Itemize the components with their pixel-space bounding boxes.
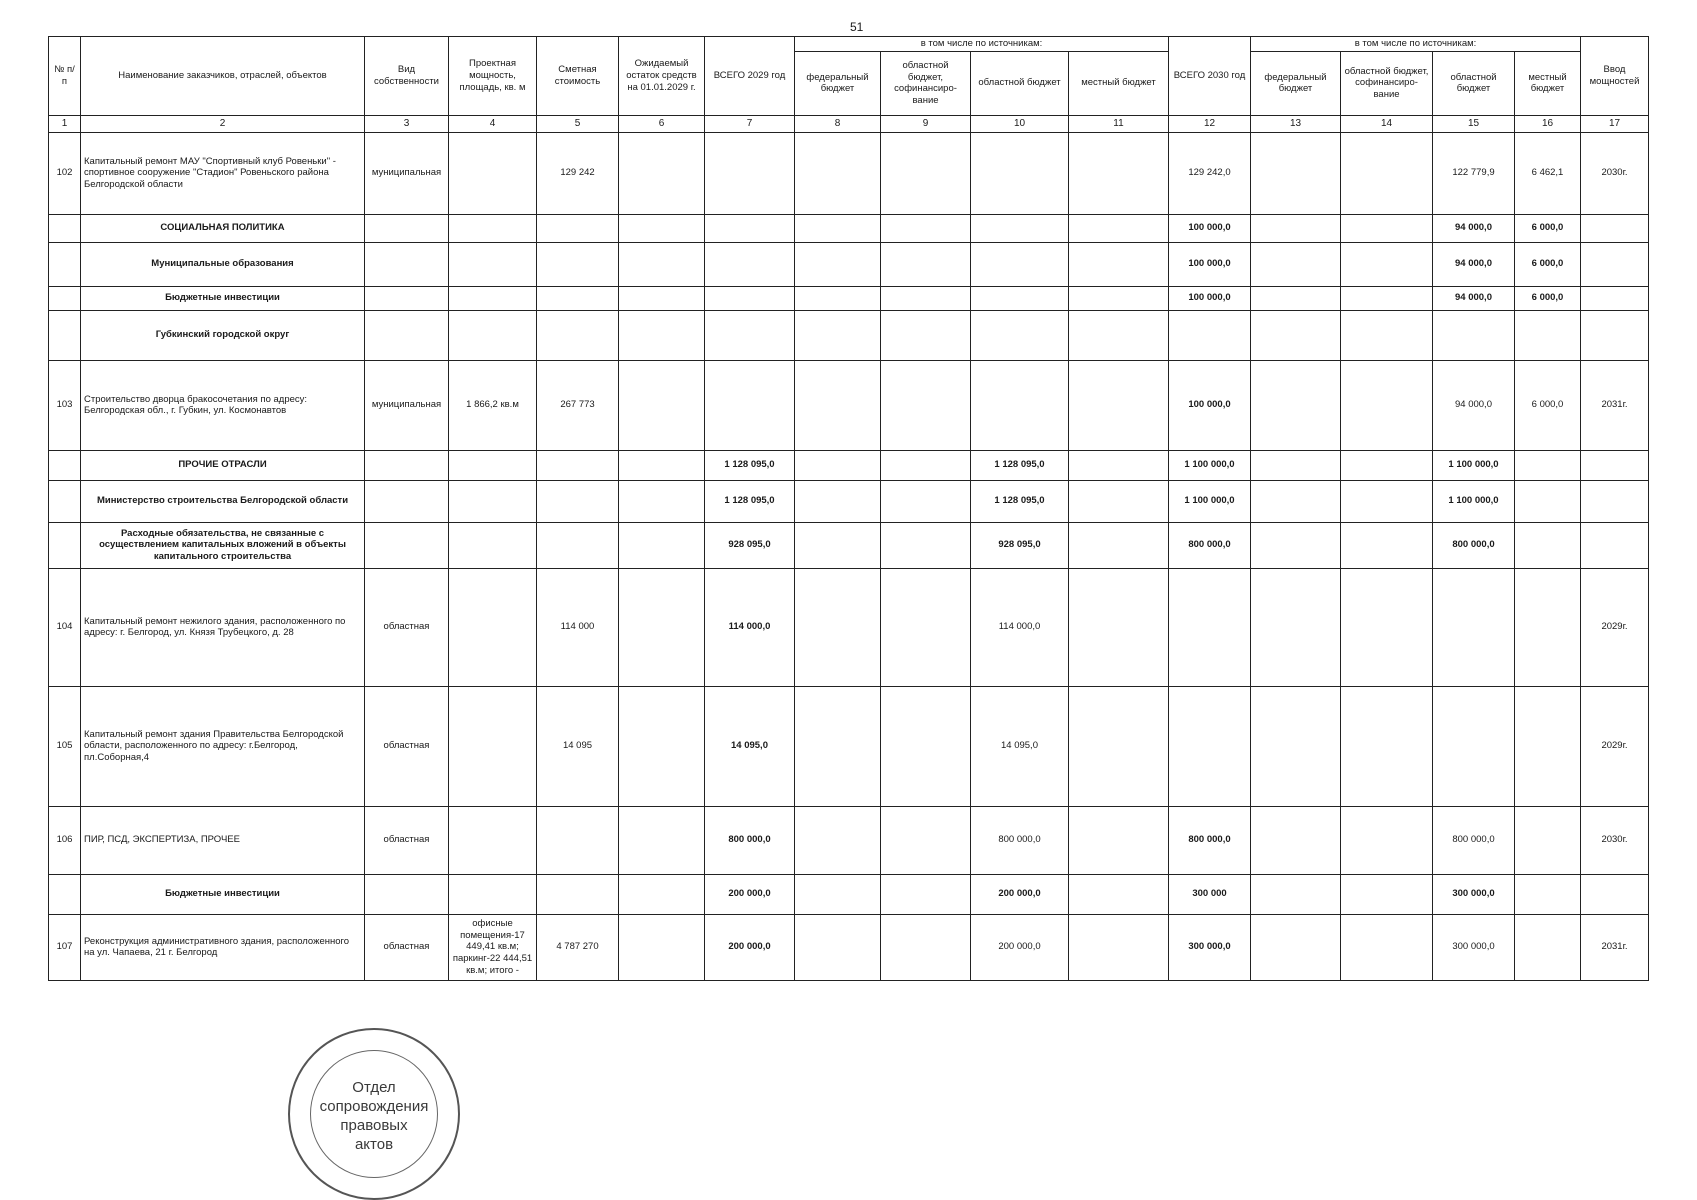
row-regional-2030: 1 100 000,0 [1433, 480, 1515, 522]
row-number [49, 450, 81, 480]
row-commissioning: 2030г. [1581, 132, 1649, 214]
column-number: 9 [881, 115, 971, 132]
seal-text [288, 1078, 460, 1154]
row-remainder [619, 450, 705, 480]
row-number [49, 286, 81, 310]
header-remainder: Ожидаемый остаток средств на 01.01.2029 г. [619, 37, 705, 116]
row-name: ПРОЧИЕ ОТРАСЛИ [81, 450, 365, 480]
table-row [49, 686, 1649, 806]
row-local-2029 [1069, 360, 1169, 450]
row-total-2030 [1169, 310, 1251, 360]
row-federal-2030 [1251, 522, 1341, 568]
row-local-2029 [1069, 568, 1169, 686]
row-local-2029 [1069, 214, 1169, 242]
row-total-2029 [705, 360, 795, 450]
row-total-2030: 100 000,0 [1169, 286, 1251, 310]
row-regional-cofin-2029 [881, 480, 971, 522]
row-regional-cofin-2029 [881, 310, 971, 360]
row-commissioning [1581, 874, 1649, 914]
row-ownership [365, 286, 449, 310]
header-name: Наименование заказчиков, отраслей, объектов [81, 37, 365, 116]
column-number: 3 [365, 115, 449, 132]
row-regional-cofin-2029 [881, 874, 971, 914]
row-estimate [537, 286, 619, 310]
row-number: 104 [49, 568, 81, 686]
row-estimate [537, 310, 619, 360]
row-regional-cofin-2030 [1341, 310, 1433, 360]
table-row [49, 914, 1649, 980]
row-regional-2029: 14 095,0 [971, 686, 1069, 806]
row-estimate [537, 522, 619, 568]
row-local-2029 [1069, 450, 1169, 480]
row-name: Муниципальные образования [81, 242, 365, 286]
row-number: 105 [49, 686, 81, 806]
investment-table [48, 36, 1649, 981]
row-total-2029: 200 000,0 [705, 874, 795, 914]
row-capacity [449, 480, 537, 522]
row-total-2029 [705, 214, 795, 242]
row-local-2030 [1515, 874, 1581, 914]
row-ownership: муниципальная [365, 360, 449, 450]
row-local-2030 [1515, 480, 1581, 522]
row-regional-2029: 928 095,0 [971, 522, 1069, 568]
row-regional-cofin-2030 [1341, 242, 1433, 286]
row-regional-2030 [1433, 686, 1515, 806]
row-regional-2029 [971, 360, 1069, 450]
row-local-2030: 6 000,0 [1515, 242, 1581, 286]
row-regional-2029: 1 128 095,0 [971, 450, 1069, 480]
row-commissioning: 2029г. [1581, 686, 1649, 806]
row-federal-2029 [795, 310, 881, 360]
column-number: 15 [1433, 115, 1515, 132]
row-federal-2029 [795, 806, 881, 874]
row-capacity [449, 242, 537, 286]
row-local-2030 [1515, 568, 1581, 686]
row-local-2029 [1069, 806, 1169, 874]
row-regional-cofin-2029 [881, 522, 971, 568]
row-ownership [365, 242, 449, 286]
row-total-2030: 129 242,0 [1169, 132, 1251, 214]
row-regional-cofin-2029 [881, 242, 971, 286]
row-local-2029 [1069, 242, 1169, 286]
section-row [49, 286, 1649, 310]
section-row [49, 874, 1649, 914]
row-name: Министерство строительства Белгородской области [81, 480, 365, 522]
row-federal-2030 [1251, 132, 1341, 214]
column-number: 5 [537, 115, 619, 132]
column-number: 12 [1169, 115, 1251, 132]
table-row [49, 360, 1649, 450]
table-row [49, 132, 1649, 214]
row-remainder [619, 480, 705, 522]
header-commissioning: Ввод мощностей [1581, 37, 1649, 116]
row-capacity: офисные помещения-17 449,41 кв.м; паркинг-22 444,51 кв.м; итого - [449, 914, 537, 980]
column-number: 8 [795, 115, 881, 132]
row-federal-2029 [795, 132, 881, 214]
row-remainder [619, 360, 705, 450]
row-regional-cofin-2030 [1341, 806, 1433, 874]
page-number: 51 [850, 20, 864, 34]
row-remainder [619, 568, 705, 686]
row-total-2030: 300 000,0 [1169, 914, 1251, 980]
row-regional-2029 [971, 132, 1069, 214]
row-number [49, 242, 81, 286]
header-regional-2029: областной бюджет [971, 51, 1069, 115]
seal-line: актов [354, 1136, 394, 1153]
column-number: 16 [1515, 115, 1581, 132]
column-number: 17 [1581, 115, 1649, 132]
row-regional-2030: 300 000,0 [1433, 914, 1515, 980]
row-regional-2029 [971, 310, 1069, 360]
row-regional-2030: 94 000,0 [1433, 286, 1515, 310]
row-local-2030: 6 000,0 [1515, 286, 1581, 310]
row-capacity [449, 132, 537, 214]
header-federal-2029: федеральный бюджет [795, 51, 881, 115]
row-regional-2029 [971, 242, 1069, 286]
column-number: 2 [81, 115, 365, 132]
row-estimate [537, 450, 619, 480]
header-capacity: Проектная мощность, площадь, кв. м [449, 37, 537, 116]
column-number: 7 [705, 115, 795, 132]
row-regional-cofin-2029 [881, 686, 971, 806]
row-local-2030: 6 000,0 [1515, 360, 1581, 450]
row-total-2029: 1 128 095,0 [705, 450, 795, 480]
row-estimate [537, 214, 619, 242]
row-name: СОЦИАЛЬНАЯ ПОЛИТИКА [81, 214, 365, 242]
table-row [49, 568, 1649, 686]
row-estimate [537, 242, 619, 286]
row-federal-2029 [795, 914, 881, 980]
row-regional-cofin-2029 [881, 568, 971, 686]
row-regional-2030: 300 000,0 [1433, 874, 1515, 914]
row-commissioning [1581, 214, 1649, 242]
header-ownership: Вид собственности [365, 37, 449, 116]
row-local-2030: 6 462,1 [1515, 132, 1581, 214]
row-local-2030 [1515, 310, 1581, 360]
row-total-2030: 800 000,0 [1169, 522, 1251, 568]
row-name: Капитальный ремонт здания Правительства Белгородской области, расположенного по адресу: г.Белгород, пл.Соборная,4 [81, 686, 365, 806]
row-regional-cofin-2030 [1341, 686, 1433, 806]
row-local-2030: 6 000,0 [1515, 214, 1581, 242]
row-number [49, 874, 81, 914]
row-number [49, 214, 81, 242]
row-ownership: областная [365, 568, 449, 686]
row-regional-2029 [971, 286, 1069, 310]
row-ownership [365, 310, 449, 360]
row-number [49, 522, 81, 568]
row-ownership [365, 480, 449, 522]
row-name: Бюджетные инвестиции [81, 286, 365, 310]
row-regional-cofin-2030 [1341, 450, 1433, 480]
row-total-2030: 1 100 000,0 [1169, 480, 1251, 522]
row-name: Капитальный ремонт МАУ "Спортивный клуб Ровеньки" - спортивное сооружение "Стадион" Ровеньского района Белгородской области [81, 132, 365, 214]
row-regional-cofin-2029 [881, 360, 971, 450]
row-estimate [537, 874, 619, 914]
row-local-2030 [1515, 522, 1581, 568]
section-row [49, 522, 1649, 568]
section-row [49, 450, 1649, 480]
row-federal-2029 [795, 360, 881, 450]
row-commissioning [1581, 450, 1649, 480]
row-local-2029 [1069, 132, 1169, 214]
row-federal-2030 [1251, 242, 1341, 286]
row-regional-cofin-2030 [1341, 360, 1433, 450]
row-number: 102 [49, 132, 81, 214]
row-ownership [365, 450, 449, 480]
row-regional-cofin-2029 [881, 214, 971, 242]
row-total-2029: 800 000,0 [705, 806, 795, 874]
row-federal-2030 [1251, 480, 1341, 522]
row-capacity [449, 522, 537, 568]
row-remainder [619, 522, 705, 568]
row-number: 107 [49, 914, 81, 980]
row-estimate: 267 773 [537, 360, 619, 450]
row-total-2029: 114 000,0 [705, 568, 795, 686]
row-regional-2030: 94 000,0 [1433, 214, 1515, 242]
row-capacity [449, 310, 537, 360]
row-regional-2029: 114 000,0 [971, 568, 1069, 686]
header-regional-2030: областной бюджет [1433, 51, 1515, 115]
row-local-2029 [1069, 914, 1169, 980]
row-local-2030 [1515, 686, 1581, 806]
row-regional-cofin-2030 [1341, 568, 1433, 686]
row-total-2030: 100 000,0 [1169, 242, 1251, 286]
row-regional-2030: 122 779,9 [1433, 132, 1515, 214]
row-regional-cofin-2030 [1341, 286, 1433, 310]
row-federal-2029 [795, 450, 881, 480]
row-remainder [619, 874, 705, 914]
row-federal-2029 [795, 242, 881, 286]
row-regional-2030 [1433, 310, 1515, 360]
row-capacity [449, 806, 537, 874]
seal-line: правовых [340, 1117, 408, 1134]
row-federal-2029 [795, 286, 881, 310]
row-local-2029 [1069, 286, 1169, 310]
row-estimate: 114 000 [537, 568, 619, 686]
row-name: Расходные обязательства, не связанные с осуществлением капитальных вложений в объекты капитального строительства [81, 522, 365, 568]
row-regional-cofin-2030 [1341, 874, 1433, 914]
header-federal-2030: федеральный бюджет [1251, 51, 1341, 115]
header-total-2029: ВСЕГО 2029 год [705, 37, 795, 116]
row-remainder [619, 806, 705, 874]
row-name: Строительство дворца бракосочетания по адресу: Белгородская обл., г. Губкин, ул. Космонавтов [81, 360, 365, 450]
row-federal-2029 [795, 686, 881, 806]
row-total-2029 [705, 132, 795, 214]
row-federal-2030 [1251, 286, 1341, 310]
row-capacity [449, 286, 537, 310]
column-number-row [49, 115, 1649, 132]
row-name: Губкинский городской округ [81, 310, 365, 360]
column-number: 1 [49, 115, 81, 132]
row-total-2029: 928 095,0 [705, 522, 795, 568]
row-ownership: областная [365, 914, 449, 980]
row-local-2029 [1069, 480, 1169, 522]
row-commissioning [1581, 242, 1649, 286]
row-regional-2030: 800 000,0 [1433, 806, 1515, 874]
row-regional-cofin-2030 [1341, 522, 1433, 568]
row-total-2029 [705, 310, 795, 360]
row-total-2030 [1169, 568, 1251, 686]
row-remainder [619, 914, 705, 980]
row-local-2030 [1515, 806, 1581, 874]
row-regional-2030: 94 000,0 [1433, 242, 1515, 286]
row-commissioning: 2030г. [1581, 806, 1649, 874]
table-body [49, 132, 1649, 980]
row-capacity [449, 450, 537, 480]
row-total-2030: 800 000,0 [1169, 806, 1251, 874]
row-ownership: областная [365, 686, 449, 806]
section-row [49, 310, 1649, 360]
row-federal-2029 [795, 480, 881, 522]
row-ownership [365, 214, 449, 242]
header-total-2030: ВСЕГО 2030 год [1169, 37, 1251, 116]
row-local-2029 [1069, 686, 1169, 806]
row-regional-cofin-2029 [881, 914, 971, 980]
row-regional-2029: 800 000,0 [971, 806, 1069, 874]
row-commissioning [1581, 286, 1649, 310]
row-regional-2030: 94 000,0 [1433, 360, 1515, 450]
row-federal-2030 [1251, 806, 1341, 874]
row-remainder [619, 310, 705, 360]
header-num: № п/п [49, 37, 81, 116]
row-federal-2030 [1251, 214, 1341, 242]
row-estimate: 129 242 [537, 132, 619, 214]
row-estimate: 14 095 [537, 686, 619, 806]
row-estimate [537, 480, 619, 522]
row-regional-2029: 200 000,0 [971, 914, 1069, 980]
row-federal-2030 [1251, 686, 1341, 806]
row-remainder [619, 214, 705, 242]
row-estimate: 4 787 270 [537, 914, 619, 980]
seal-line: Отдел [352, 1079, 396, 1096]
section-row [49, 480, 1649, 522]
row-number: 106 [49, 806, 81, 874]
row-commissioning [1581, 480, 1649, 522]
row-local-2029 [1069, 310, 1169, 360]
row-remainder [619, 242, 705, 286]
row-capacity [449, 568, 537, 686]
row-number [49, 480, 81, 522]
row-regional-cofin-2030 [1341, 914, 1433, 980]
section-row [49, 214, 1649, 242]
column-number: 6 [619, 115, 705, 132]
row-federal-2029 [795, 522, 881, 568]
row-federal-2030 [1251, 568, 1341, 686]
row-capacity: 1 866,2 кв.м [449, 360, 537, 450]
row-local-2029 [1069, 874, 1169, 914]
column-number: 13 [1251, 115, 1341, 132]
row-federal-2029 [795, 874, 881, 914]
row-total-2030: 1 100 000,0 [1169, 450, 1251, 480]
row-capacity [449, 686, 537, 806]
seal-line: сопровождения [319, 1098, 429, 1115]
row-commissioning: 2029г. [1581, 568, 1649, 686]
row-local-2030 [1515, 914, 1581, 980]
row-commissioning [1581, 310, 1649, 360]
row-total-2030: 300 000 [1169, 874, 1251, 914]
row-regional-2030 [1433, 568, 1515, 686]
row-federal-2030 [1251, 310, 1341, 360]
row-regional-cofin-2029 [881, 132, 971, 214]
office-seal [288, 1028, 460, 1200]
header-sources-2029: в том числе по источникам: [795, 37, 1169, 52]
section-row [49, 242, 1649, 286]
table-row [49, 806, 1649, 874]
row-local-2029 [1069, 522, 1169, 568]
row-total-2029: 1 128 095,0 [705, 480, 795, 522]
row-total-2029 [705, 242, 795, 286]
row-total-2029 [705, 286, 795, 310]
header-local-2030: местный бюджет [1515, 51, 1581, 115]
row-regional-cofin-2029 [881, 806, 971, 874]
row-commissioning: 2031г. [1581, 360, 1649, 450]
header-sources-2030: в том числе по источникам: [1251, 37, 1581, 52]
row-federal-2030 [1251, 450, 1341, 480]
row-regional-2030: 800 000,0 [1433, 522, 1515, 568]
row-name: Капитальный ремонт нежилого здания, расположенного по адресу: г. Белгород, ул. Князя Трубецкого, д. 28 [81, 568, 365, 686]
row-capacity [449, 214, 537, 242]
row-estimate [537, 806, 619, 874]
row-ownership [365, 874, 449, 914]
row-total-2030 [1169, 686, 1251, 806]
row-regional-cofin-2030 [1341, 480, 1433, 522]
row-commissioning: 2031г. [1581, 914, 1649, 980]
column-number: 11 [1069, 115, 1169, 132]
row-ownership: областная [365, 806, 449, 874]
row-regional-2030: 1 100 000,0 [1433, 450, 1515, 480]
column-number: 14 [1341, 115, 1433, 132]
row-commissioning [1581, 522, 1649, 568]
row-regional-cofin-2030 [1341, 132, 1433, 214]
column-number: 4 [449, 115, 537, 132]
row-local-2030 [1515, 450, 1581, 480]
header-regional-cofin-2030: областной бюджет, софинансиро-вание [1341, 51, 1433, 115]
row-federal-2029 [795, 568, 881, 686]
row-name: Реконструкция административного здания, расположенного на ул. Чапаева, 21 г. Белгород [81, 914, 365, 980]
row-regional-2029 [971, 214, 1069, 242]
row-name: ПИР, ПСД, ЭКСПЕРТИЗА, ПРОЧЕЕ [81, 806, 365, 874]
row-ownership [365, 522, 449, 568]
row-name: Бюджетные инвестиции [81, 874, 365, 914]
row-number [49, 310, 81, 360]
row-total-2030: 100 000,0 [1169, 214, 1251, 242]
header-local-2029: местный бюджет [1069, 51, 1169, 115]
row-regional-cofin-2030 [1341, 214, 1433, 242]
row-ownership: муниципальная [365, 132, 449, 214]
row-federal-2030 [1251, 874, 1341, 914]
header-regional-cofin-2029: областной бюджет, софинансиро-вание [881, 51, 971, 115]
row-regional-2029: 1 128 095,0 [971, 480, 1069, 522]
row-regional-2029: 200 000,0 [971, 874, 1069, 914]
header-estimate: Сметная стоимость [537, 37, 619, 116]
row-remainder [619, 286, 705, 310]
row-federal-2029 [795, 214, 881, 242]
row-total-2029: 200 000,0 [705, 914, 795, 980]
row-total-2029: 14 095,0 [705, 686, 795, 806]
row-capacity [449, 874, 537, 914]
row-federal-2030 [1251, 914, 1341, 980]
row-federal-2030 [1251, 360, 1341, 450]
row-total-2030: 100 000,0 [1169, 360, 1251, 450]
row-number: 103 [49, 360, 81, 450]
row-regional-cofin-2029 [881, 450, 971, 480]
row-remainder [619, 132, 705, 214]
column-number: 10 [971, 115, 1069, 132]
row-remainder [619, 686, 705, 806]
row-regional-cofin-2029 [881, 286, 971, 310]
